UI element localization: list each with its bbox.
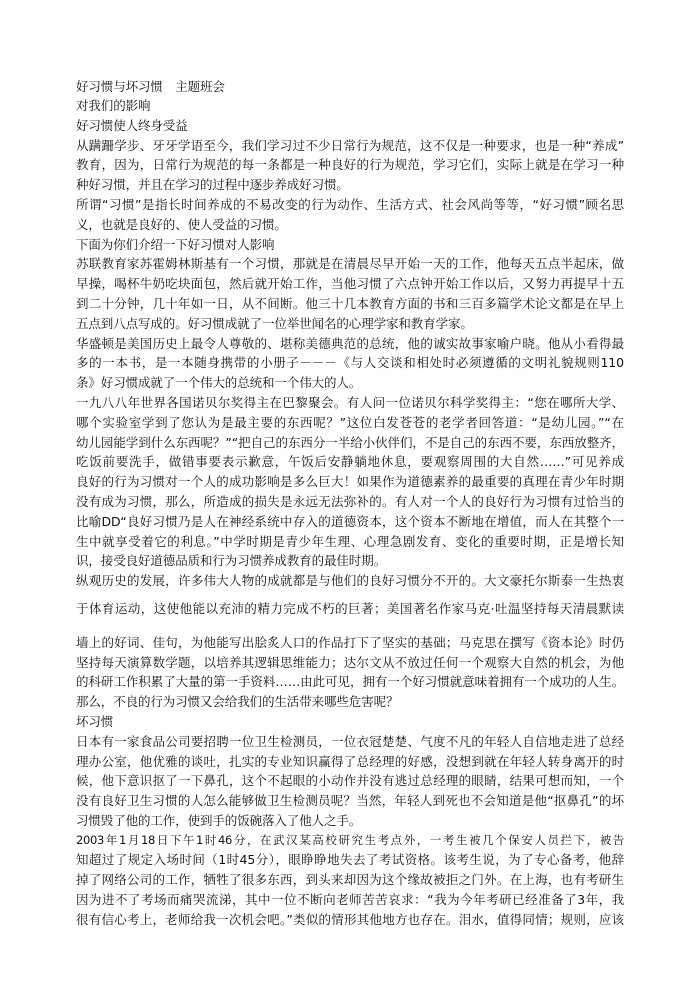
paragraph-line: 于体育运动，这使他能以充沛的精力完成不朽的巨著；美国著名作家马克·吐温坚持每天清晨默读: [76, 600, 624, 616]
paragraph-line: 没有良好卫生习惯的人怎么能够做卫生检测员呢？当然，年轻人到死也不会知道是他“抠鼻孔”的坏: [76, 793, 624, 809]
paragraph-line: 知超过了规定入场时间（1时45分），眼睁睁地失去了考试资格。该考生说，为了专心备考，他辞: [76, 852, 624, 868]
paragraph-line: 幼儿园能学到什么东西呢？”“把自己的东西分一半给小伙伴们，不是自己的东西不要，东西放整齐，: [76, 434, 624, 450]
paragraph-line: 因为进不了考场而痛哭流涕，其中一位不断向老师苦苦哀求：“我为今年考研已经准备了3年，我: [76, 892, 624, 908]
paragraph-line: 理办公室，他优雅的谈吐，扎实的专业知识赢得了总经理的好感，没想到就在年轻人转身离开的时: [76, 753, 624, 769]
paragraph-line: 生中就享受着它的利息。”中学时期是青少年生理、心理急剧发育、变化的重要时期，正是增长知: [76, 533, 624, 549]
paragraph-line: 掉了网络公司的工作，牺牲了很多东西，到头来却因为这个缘故被拒之门外。在上海，也有考研生: [76, 872, 624, 888]
paragraph-line: 那么，不良的行为习惯又会给我们的生活带来哪些危害呢？: [76, 694, 399, 710]
document-page: [76, 78, 624, 930]
paragraph-line: 一九八八年世界各国诺贝尔奖得主在巴黎聚会。有人问一位诺贝尔科学奖得主：“您在哪所大学、: [76, 394, 624, 410]
paragraph-line: 墙上的好词、佳句，为他能写出脍炙人口的作品打下了坚实的基础；马克思在撰写《资本论》时仍: [76, 634, 624, 650]
paragraph-line: 华盛顿是美国历史上最令人尊敬的、堪称美德典范的总统，他的诚实故事家喻户晓。他从小看得最: [76, 335, 624, 351]
paragraph-line: 五点到八点写成的。好习惯成就了一位举世闻名的心理学家和教育学家。: [76, 315, 473, 331]
paragraph-line: 2003年1月18日下午1时46分，在武汉某高校研究生考点外，一考生被几个保安人员拦下，被告: [76, 832, 624, 847]
paragraph-line: 义，也就是良好的、使人受益的习惯。: [76, 216, 287, 232]
paragraph-line: 到二十分钟，几十年如一日，从不间断。他三十几本教育方面的书和三百多篇学术论文都是在早上: [76, 295, 624, 311]
section-heading: 坏习惯: [76, 713, 114, 729]
paragraph-line: 的科研工作积累了大量的第一手资料……由此可见，拥有一个好习惯就意味着拥有一个成功的人生。: [76, 674, 624, 690]
paragraph-line: 日本有一家食品公司要招聘一位卫生检测员，一位衣冠楚楚、气度不凡的年轻人自信地走进了总经: [76, 733, 624, 749]
paragraph-line: 坚持每天演算数学题，以培养其逻辑思维能力；达尔文从不放过任何一个观察大自然的机会，为他: [76, 654, 624, 670]
paragraph-line: 苏联教育家苏霍姆林斯基有一个习惯，那就是在清晨尽早开始一天的工作，他每天五点半起床，做: [76, 256, 624, 272]
paragraph-line: 比喻DD“良好习惯乃是人在神经系统中存入的道德资本，这个资本不断地在增值，而人在其整个一: [76, 513, 624, 529]
paragraph-line: 早操，喝杯牛奶吃块面包，然后就开始工作，当他习惯了六点钟开始工作以后，又努力再提早十五: [76, 276, 624, 292]
paragraph-line: 哪个实验室学到了您认为是最主要的东西呢？”这位白发苍苍的老学者回答道：“是幼儿园。”“在: [76, 414, 624, 430]
paragraph-line: 条》好习惯成就了一个伟大的总统和一个伟大的人。: [76, 375, 362, 391]
paragraph-line: 种好习惯，并且在学习的过程中逐步养成好习惯。: [76, 177, 349, 193]
paragraph-line: 习惯毁了他的工作，使到手的饭碗落入了他人之手。: [76, 812, 362, 828]
subheading: 好习惯使人终身受益: [76, 117, 188, 133]
paragraph-line: 从蹒跚学步、牙牙学语至今，我们学习过不少日常行为规范，这不仅是一种要求，也是一种“养成”: [76, 137, 624, 153]
paragraph-line: 没有成为习惯，那么，所造成的损失是永远无法弥补的。有人对一个人的良好行为习惯有过恰当的: [76, 493, 624, 509]
paragraph-line: 良好的行为习惯对一个人的成功影响是多么巨大！如果作为道德素养的最重要的真理在青少年时期: [76, 474, 624, 490]
paragraph-line: 教育，因为，日常行为规范的每一条都是一种良好的行为规范，学习它们，实际上就是在学习一种: [76, 157, 624, 173]
paragraph-line: 多的一本书，是一本随身携带的小册子－－－《与人交谈和相处时必须遵循的文明礼貌规则110: [76, 355, 624, 371]
section-heading: 对我们的影响: [76, 98, 151, 113]
paragraph-line: 所谓“习惯”是指长时间养成的不易改变的行为动作、生活方式、社会风尚等等，“好习惯”顾名思: [76, 196, 624, 212]
paragraph-line: 很有信心考上，老师给我一次机会吧。”类似的情形其他地方也存在。泪水，值得同情；规则，应该: [76, 911, 624, 927]
paragraph-line: 候，他下意识抠了一下鼻孔，这个不起眼的小动作并没有逃过总经理的眼睛，结果可想而知，一个: [76, 773, 624, 789]
paragraph-line: 纵观历史的发展，许多伟大人物的成就都是与他们的良好习惯分不开的。大文豪托尔斯泰一生热衷: [76, 573, 624, 589]
section-heading: 下面为你们介绍一下好习惯对人影响: [76, 236, 275, 252]
paragraph-line: 识，接受良好道德品质和行为习惯养成教育的最佳时期。: [76, 553, 387, 569]
paragraph-line: 吃饭前要洗手，做错事要表示歉意，午饭后安静躺地休息，要观察周围的大自然……”可见养成: [76, 454, 624, 470]
document-title: 好习惯与坏习惯 主题班会: [76, 79, 225, 94]
